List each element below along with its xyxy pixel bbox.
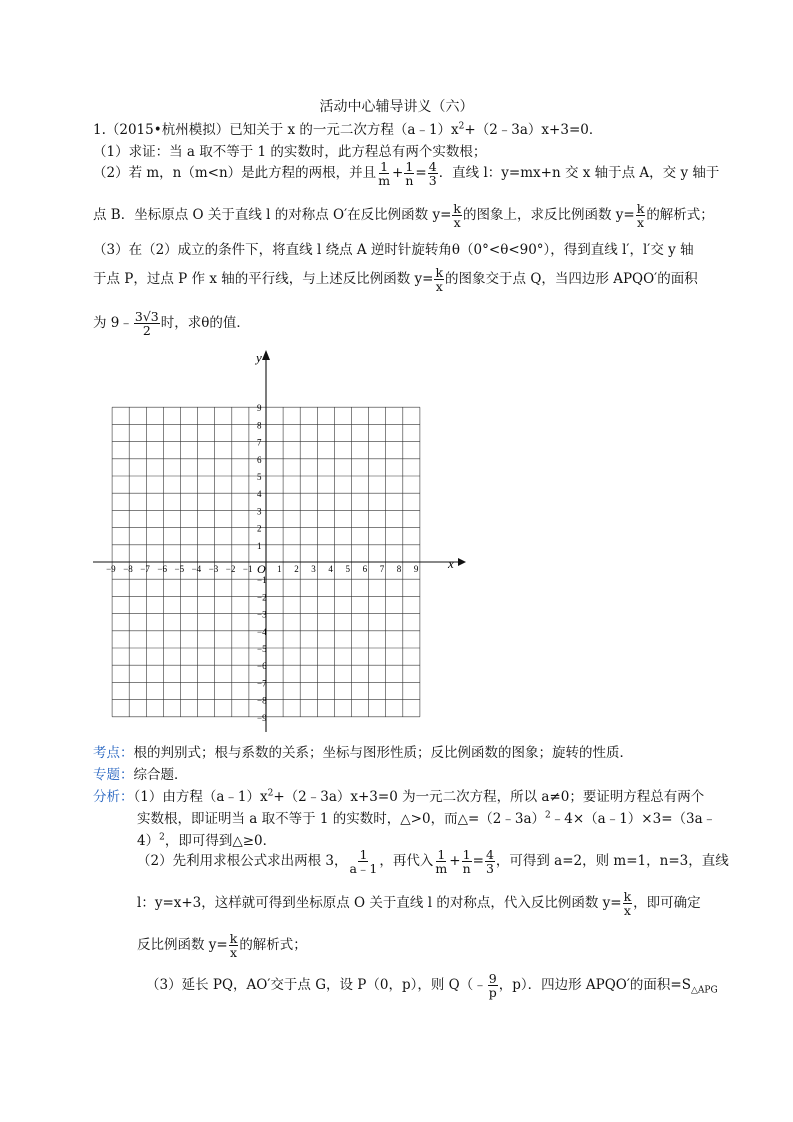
fenxi-row-2: 实数根，即证明当 a 取不等于 1 的实数时，△>0，而△=（2﹣3a）$^2$﹣4×（a﹣1）×3=（3a﹣ xyxy=(137,810,717,827)
fraction-1-over-n: $\frac{1}{n}$ xyxy=(405,159,414,188)
kaodian-text: 根的判别式；根与系数的关系；坐标与图形性质；反比例函数的图象；旋转的性质． xyxy=(133,745,633,761)
y-tick-label: −9 xyxy=(257,712,267,723)
y-tick-label: 9 xyxy=(257,403,262,414)
x-tick-label: 2 xyxy=(294,564,299,574)
area-text-b: 时，求θ的值． xyxy=(160,315,250,331)
fraction-4-over-3: $\frac{4}{3}$ xyxy=(428,159,437,188)
x-tick-label: −5 xyxy=(174,564,185,574)
part2-cont-b: 的图象上，求反比例函数 y= xyxy=(463,207,635,223)
question-part-1: （1）求证：当 a 取不等于 1 的实数时，此方程总有两个实数根； xyxy=(93,144,487,160)
fraction-4-over-3: $\frac{4}{3}$ xyxy=(485,847,494,876)
y-tick-label: 6 xyxy=(257,454,262,465)
kaodian-label: 考点： xyxy=(93,745,134,761)
x-tick-label: 9 xyxy=(413,564,419,574)
question-intro xyxy=(93,118,602,138)
part2-cont-a: 点 B．坐标原点 O 关于直线 l 的对称点 O′在反比例函数 y= xyxy=(93,207,452,223)
zhuanti-label: 专题： xyxy=(93,767,134,783)
fraction-k-over-x: $\frac{k}{x}$ xyxy=(229,931,238,960)
y-tick-label: −5 xyxy=(257,644,267,654)
fraction-area: $\frac{3√3}{2}$ xyxy=(134,309,159,338)
fraction-1-over-m: $\frac{1}{m}$ xyxy=(435,847,448,876)
x-tick-label: 4 xyxy=(328,564,333,574)
part2-text-a: （2）若 m，n（m<n）是此方程的两根，并且 xyxy=(93,165,377,181)
x-axis-arrow xyxy=(458,558,466,566)
kaodian-row xyxy=(93,741,633,761)
question-part-3-cont xyxy=(93,266,698,293)
intro-text-b: +（2﹣3a）x+3=0． xyxy=(464,122,603,138)
y-tick-label: 5 xyxy=(257,472,262,482)
x-tick-label: −3 xyxy=(208,564,219,574)
part2-cont-c: 的解析式； xyxy=(646,207,714,223)
part3-cont-b: 的图象交于点 Q，当四边形 APQO′的面积 xyxy=(445,271,698,287)
fraction-1-over-a-minus-1: $\frac{1}{a﹣1}$ xyxy=(349,847,378,876)
zhuanti-text: 综合题． xyxy=(133,767,188,783)
fraction-k-over-x: $\frac{k}{x}$ xyxy=(623,889,632,918)
y-tick-label: −3 xyxy=(257,609,267,620)
y-tick-label: −8 xyxy=(257,695,267,706)
fraction-k-over-x: $\frac{k}{x}$ xyxy=(453,201,461,230)
y-tick-label: −2 xyxy=(257,592,267,603)
x-tick-label: −8 xyxy=(123,564,133,574)
fraction-1-over-n: $\frac{1}{n}$ xyxy=(462,847,471,876)
y-tick-label: 7 xyxy=(257,437,262,448)
fenxi-row-4: （2）先利用求根公式求出两根 3， $\frac{1}{a﹣1}$ ，再代入 $\frac{1}{m}$ + $\frac{1}{n}$ = $\frac{4}{3}$ ，可得到 a=2，则 m=1，n=3，直线 xyxy=(137,847,729,876)
part2-text-b: ．直线 l：y=mx+n 交 x 轴于点 A，交 y 轴于 xyxy=(438,165,720,181)
y-tick-label: 4 xyxy=(257,489,262,500)
area-text-a: 为 9﹣ xyxy=(93,315,133,331)
y-tick-label: 3 xyxy=(257,506,262,517)
x-tick-label: −4 xyxy=(191,564,202,574)
x-tick-label: −9 xyxy=(106,564,116,574)
fenxi-row-7: （3）延长 PQ，AO′交于点 G，设 P（0，p），则 Q（﹣ $\frac{9}{p}$ ，p）．四边形 APQO′的面积$=S_{\triangle APG}$ xyxy=(146,971,718,1000)
y-tick-label: −7 xyxy=(257,678,267,689)
x-tick-label: 5 xyxy=(345,564,350,574)
fraction-k-over-x: $\frac{k}{x}$ xyxy=(435,265,444,294)
origin-label: O xyxy=(257,562,266,576)
y-axis-arrow xyxy=(262,350,270,360)
x-tick-label: 6 xyxy=(362,564,368,574)
part3-cont-a: 于点 P，过点 P 作 x 轴的平行线，与上述反比例函数 y= xyxy=(93,271,434,287)
fraction-1-over-m: $\frac{1}{m}$ xyxy=(378,159,391,188)
x-tick-label: −1 xyxy=(242,564,253,574)
x-tick-label: 8 xyxy=(396,564,402,574)
intro-text-a: 1.（2015•杭州模拟）已知关于 x 的一元二次方程（a﹣1）x xyxy=(93,122,459,138)
y-tick-label: −6 xyxy=(257,661,267,672)
question-part-2: （2）若 m，n（m<n）是此方程的两根，并且 $\frac{1}{m}$ + $\frac{1}{n}$ = $\frac{4}{3}$ ．直线 l：y=mx+n 交 x 轴于点 A，交 y 轴于 xyxy=(93,159,720,188)
y-tick-label: 8 xyxy=(257,420,262,431)
x-tick-label: 3 xyxy=(311,564,316,574)
x-tick-label: 7 xyxy=(379,564,385,574)
fenxi-label: 分析： xyxy=(93,789,134,805)
coordinate-grid xyxy=(0,340,793,740)
question-part-3-area xyxy=(93,310,250,337)
x-tick-label: −2 xyxy=(225,564,236,574)
question-part-3: （3）在（2）成立的条件下，将直线 l 绕点 A 逆时针旋转角θ（0°<θ<90°），得到直线 l′，l′交 y 轴 xyxy=(93,242,694,258)
x-tick-label: −7 xyxy=(140,564,150,574)
zhuanti-row xyxy=(93,763,188,783)
x-axis-label: x xyxy=(448,556,454,571)
x-tick-label: 1 xyxy=(277,564,282,574)
y-tick-label: −4 xyxy=(257,626,267,637)
fenxi-row-6: 反比例函数 y= $\frac{k}{x}$ 的解析式； xyxy=(137,931,307,960)
y-tick-label: 2 xyxy=(257,523,262,534)
y-tick-label: −1 xyxy=(257,575,267,586)
fenxi-row-5: l：y=x+3，这样就可得到坐标原点 O 关于直线 l 的对称点，代入反比例函数 y= $\frac{k}{x}$ ，即可确定 xyxy=(137,889,701,918)
question-part-2-cont xyxy=(93,202,714,229)
fraction-k-over-x: $\frac{k}{x}$ xyxy=(636,201,645,230)
fenxi-row-1: 分析：（1）由方程$(a﹣1)x^2+(2﹣3a)x+3=0$ 为一元二次方程，所以 a≠0；要证明方程总有两个 xyxy=(93,788,705,805)
intro-sup: 2 xyxy=(458,121,465,132)
x-tick-label: −6 xyxy=(157,564,167,574)
fraction-9-over-p: $\frac{9}{p}$ xyxy=(488,971,497,1000)
y-axis-label: y xyxy=(256,350,262,365)
page-title: 活动中心辅导讲义（六） xyxy=(319,99,474,115)
y-tick-label: 1 xyxy=(257,540,262,551)
fenxi-row-3: 4）$^2$，即可得到△≥0． xyxy=(137,832,277,849)
